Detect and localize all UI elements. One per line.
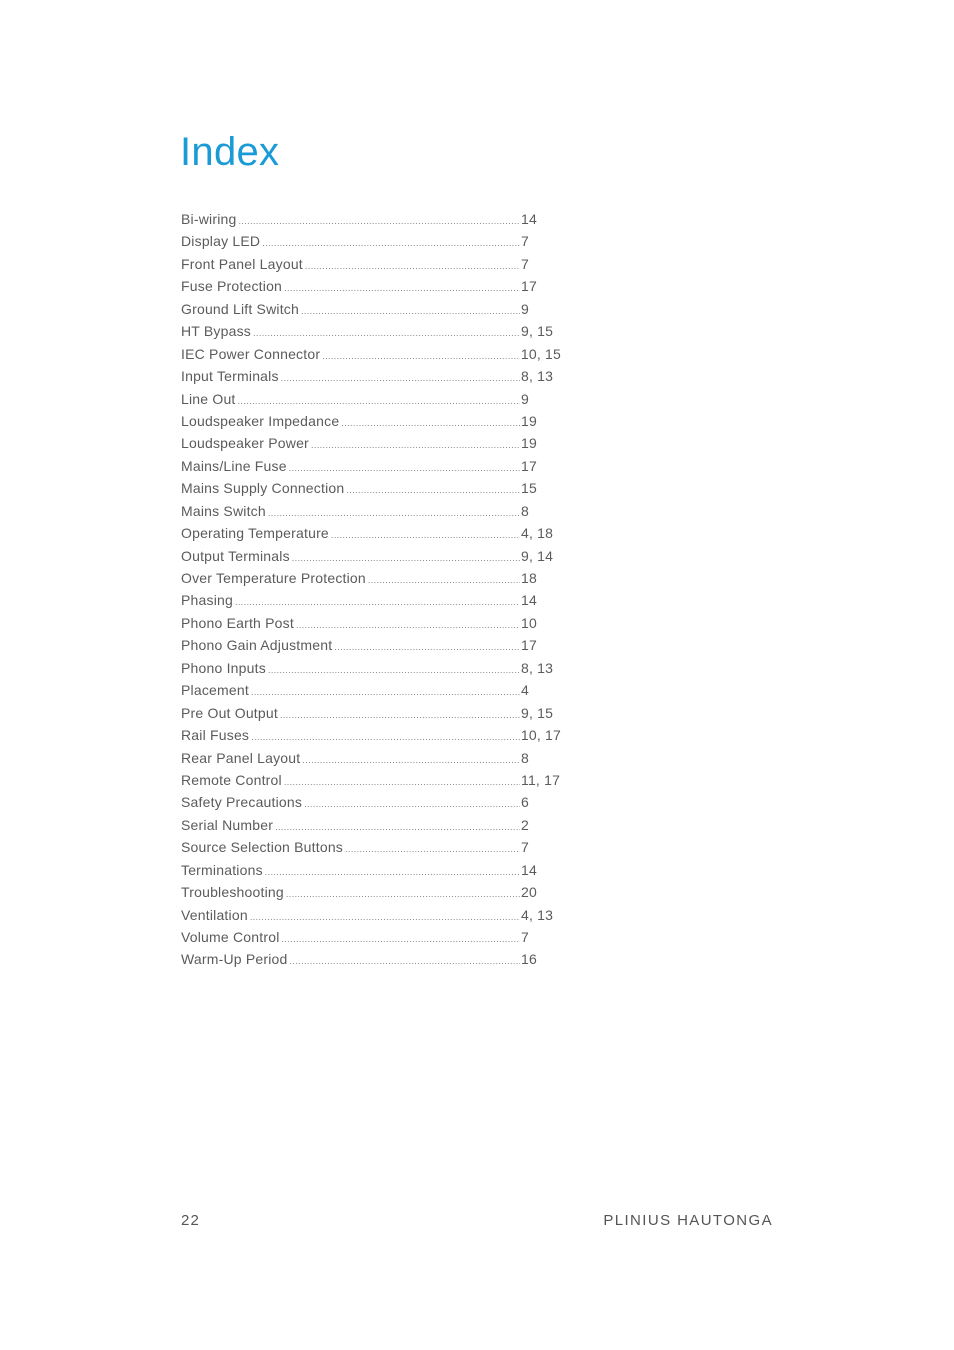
dot-leader xyxy=(262,232,520,254)
index-page-refs: 8 xyxy=(521,502,529,519)
index-term: Safety Precautions xyxy=(181,794,303,811)
index-page-refs: 14 xyxy=(521,211,537,227)
dot-leader xyxy=(281,367,520,389)
dot-leader xyxy=(346,479,520,501)
index-term: Bi-wiring xyxy=(181,211,237,227)
dot-leader xyxy=(341,412,520,434)
footer-brand: PLINIUS HAUTONGA xyxy=(603,1212,773,1229)
index-term: Mains/Line Fuse xyxy=(181,457,287,474)
dot-leader xyxy=(368,569,520,591)
index-entry xyxy=(181,904,561,926)
index-page-refs: 7 xyxy=(521,839,529,856)
dot-leader xyxy=(322,345,520,367)
index-entry xyxy=(181,388,561,410)
index-page-refs: 10 xyxy=(521,614,537,631)
index-page-refs: 11, 17 xyxy=(521,771,561,788)
page-title: Index xyxy=(180,130,280,174)
index-page-refs: 17 xyxy=(521,637,537,654)
index-term: Input Terminals xyxy=(181,368,279,385)
index-entry xyxy=(181,926,561,948)
index-entry xyxy=(181,859,561,881)
index-term: Serial Number xyxy=(181,816,274,833)
index-entry xyxy=(181,679,561,701)
index-page-refs: 10, 17 xyxy=(520,727,561,744)
dot-leader xyxy=(292,547,520,569)
index-entry xyxy=(181,881,561,903)
index-entry xyxy=(181,320,561,342)
index-entry xyxy=(181,253,561,275)
index-term: Placement xyxy=(181,682,249,699)
dot-leader xyxy=(284,771,520,793)
dot-leader xyxy=(235,591,520,613)
index-term: Loudspeaker Power xyxy=(181,435,309,452)
index-page-refs: 6 xyxy=(521,794,529,811)
index-entry xyxy=(181,791,561,813)
index-entry xyxy=(181,230,561,252)
dot-leader xyxy=(334,636,520,658)
index-page-refs: 20 xyxy=(521,884,537,901)
index-term: Mains Switch xyxy=(181,502,266,519)
index-entry xyxy=(181,948,561,970)
index-term: Operating Temperature xyxy=(181,525,329,542)
dot-leader xyxy=(305,255,520,277)
dot-leader xyxy=(250,906,520,928)
dot-leader xyxy=(253,322,520,344)
index-page-refs: 14 xyxy=(521,861,537,878)
index-entry xyxy=(181,455,561,477)
dot-leader xyxy=(251,726,520,748)
index-term: Ground Lift Switch xyxy=(181,300,299,317)
index-entry xyxy=(181,477,561,499)
index-entry xyxy=(181,522,561,544)
index-page-refs: 9, 15 xyxy=(521,704,554,721)
index-entry xyxy=(181,836,561,858)
dot-leader xyxy=(296,614,520,636)
dot-leader xyxy=(282,928,520,950)
index-page-refs: 4 xyxy=(521,682,529,699)
index-entry xyxy=(181,567,561,589)
index-term: Pre Out Output xyxy=(181,704,278,721)
dot-leader xyxy=(275,816,520,838)
dot-leader xyxy=(268,659,520,681)
index-entry xyxy=(181,769,561,791)
index-term: Loudspeaker Impedance xyxy=(181,412,340,429)
index-page-refs: 14 xyxy=(521,592,537,609)
index-term: HT Bypass xyxy=(181,323,252,340)
index-entry xyxy=(181,275,561,297)
dot-leader xyxy=(238,390,520,412)
index-page-refs: 9 xyxy=(521,300,529,317)
index-term: Phono Gain Adjustment xyxy=(181,637,333,654)
index-page-refs: 9, 15 xyxy=(521,323,554,340)
index-term: Fuse Protection xyxy=(181,278,283,295)
index-term: Mains Supply Connection xyxy=(181,480,345,497)
index-page-refs: 8 xyxy=(521,749,529,766)
dot-leader xyxy=(289,457,520,479)
index-page-refs: 19 xyxy=(521,435,537,452)
index-term: Troubleshooting xyxy=(181,884,284,901)
index-term: Phono Earth Post xyxy=(181,614,294,631)
index-entry xyxy=(181,747,561,769)
index-page-refs: 17 xyxy=(521,457,537,474)
index-term: Display LED xyxy=(181,233,261,250)
dot-leader xyxy=(251,681,520,703)
index-page-refs: 4, 18 xyxy=(521,525,554,542)
dot-leader xyxy=(290,950,520,972)
dot-leader xyxy=(301,300,520,322)
dot-leader xyxy=(304,793,520,815)
dot-leader xyxy=(280,704,520,726)
index-entry xyxy=(181,343,561,365)
index-page-refs: 2 xyxy=(521,816,529,833)
index-term: Warm-Up Period xyxy=(181,951,288,968)
index-term: Line Out xyxy=(181,390,236,407)
index-entry xyxy=(181,612,561,634)
dot-leader xyxy=(311,434,520,456)
index-page-refs: 4, 13 xyxy=(521,906,554,923)
index-page-refs: 10, 15 xyxy=(520,345,561,362)
index-page-refs: 9, 14 xyxy=(521,547,554,564)
index-term: Front Panel Layout xyxy=(181,255,303,272)
index-page-refs: 18 xyxy=(521,570,537,586)
index-term: Rear Panel Layout xyxy=(181,749,301,766)
index-page-refs: 17 xyxy=(521,278,537,295)
index-entry xyxy=(181,634,561,656)
dot-leader xyxy=(331,524,520,546)
index-entry xyxy=(181,657,561,679)
index-entry xyxy=(181,298,561,320)
dot-leader xyxy=(345,838,520,860)
index-entry xyxy=(181,814,561,836)
index-entry xyxy=(181,500,561,522)
dot-leader xyxy=(286,883,520,905)
index-term: Remote Control xyxy=(181,771,282,788)
index-page-refs: 7 xyxy=(521,233,529,250)
index-term: Over Temperature Protection xyxy=(181,570,366,586)
index-term: Volume Control xyxy=(181,929,280,945)
index-entry xyxy=(181,589,561,611)
dot-leader xyxy=(268,502,520,524)
index-page-refs: 19 xyxy=(521,412,537,429)
index-page-refs: 8, 13 xyxy=(521,659,554,676)
index-term: Terminations xyxy=(181,861,263,878)
dot-leader xyxy=(265,861,520,883)
index-term: Output Terminals xyxy=(181,547,290,564)
index-term: Phono Inputs xyxy=(181,659,266,676)
page-number: 22 xyxy=(181,1212,201,1229)
index-term: Source Selection Buttons xyxy=(181,839,344,856)
dot-leader xyxy=(284,277,520,299)
index-page-refs: 7 xyxy=(521,255,529,272)
index-term: Rail Fuses xyxy=(181,727,250,744)
dot-leader xyxy=(302,749,520,771)
index-page-refs: 16 xyxy=(521,951,537,968)
index-entry xyxy=(181,410,561,432)
index-list xyxy=(181,208,561,971)
index-term: Phasing xyxy=(181,592,233,609)
index-term: Ventilation xyxy=(181,906,248,923)
index-entry xyxy=(181,365,561,387)
index-entry xyxy=(181,208,561,230)
index-entry xyxy=(181,702,561,724)
index-page-refs: 15 xyxy=(521,480,537,497)
index-page-refs: 8, 13 xyxy=(521,368,554,385)
index-page-refs: 7 xyxy=(521,929,529,945)
index-entry xyxy=(181,724,561,746)
index-entry xyxy=(181,432,561,454)
index-term: IEC Power Connector xyxy=(181,345,321,362)
dot-leader xyxy=(238,210,520,232)
index-entry xyxy=(181,545,561,567)
index-page-refs: 9 xyxy=(521,390,529,407)
